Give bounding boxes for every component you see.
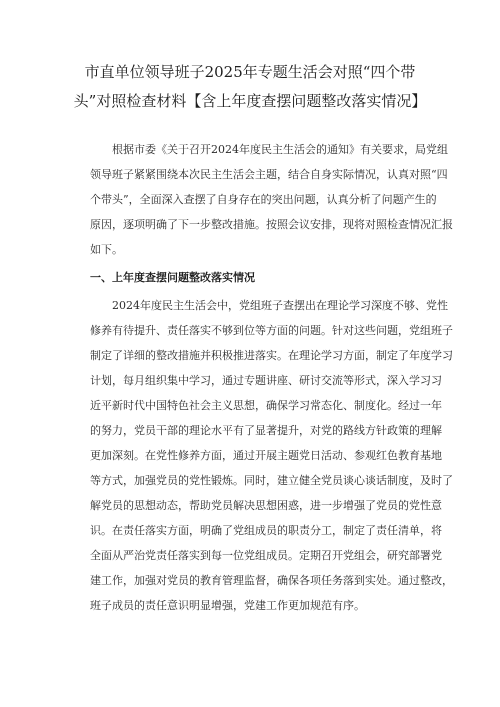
intro-paragraph-line: 如下。 — [90, 243, 123, 256]
document-title-line-2: 头”对照检查材料【含上年度查摆问题整改落实情况】 — [73, 92, 427, 110]
section-1-paragraph-line: 修养有待提升、责任落实不够到位等方面的问题。针对这些问题，党组班子 — [90, 324, 453, 337]
section-1-paragraph-line: 等方式，加强党员的党性锻炼。同时，建立健全党员谈心谈话制度，及时了 — [90, 474, 453, 487]
section-1-paragraph-line: 制定了详细的整改措施并积极推进落实。在理论学习方面，制定了年度学习 — [90, 349, 453, 362]
section-1-paragraph-line: 近平新时代中国特色社会主义思想，确保学习常态化、制度化。经过一年 — [90, 399, 442, 412]
section-1-paragraph-line: 识。在责任落实方面，明确了党组成员的职责分工，制定了责任清单，将 — [90, 524, 442, 537]
section-1-heading: 一、上年度查摆问题整改落实情况 — [90, 271, 255, 284]
intro-paragraph-line: 根据市委《关于召开2024年度民主生活会的通知》有关要求，局党组 — [112, 143, 448, 156]
section-1-paragraph-line: 解党员的思想动态，帮助党员解决思想困惑，进一步增强了党员的党性意 — [90, 499, 442, 512]
document-title-line-1: 市直单位领导班子2025年专题生活会对照“四个带 — [84, 63, 416, 81]
intro-paragraph-line: 原因，逐项明确了下一步整改措施。按照会议安排，现将对照检查情况汇报 — [90, 218, 453, 231]
section-1-paragraph-line: 计划，每月组织集中学习，通过专题讲座、研讨交流等形式，深入学习习 — [90, 374, 442, 387]
section-1-paragraph-line: 全面从严治党责任落实到每一位党组成员。定期召开党组会，研究部署党 — [90, 549, 442, 562]
section-1-paragraph-line: 的努力，党员干部的理论水平有了显著提升，对党的路线方针政策的理解 — [90, 424, 442, 437]
section-1-paragraph-line: 班子成员的责任意识明显增强，党建工作更加规范有序。 — [90, 599, 365, 612]
section-1-paragraph-line: 更加深刻。在党性修养方面，通过开展主题党日活动、参观红色教育基地 — [90, 449, 442, 462]
intro-paragraph-line: 个带头”，全面深入查摆了自身存在的突出问题，认真分析了问题产生的 — [90, 193, 437, 206]
section-1-paragraph-line: 建工作，加强对党员的教育管理监督，确保各项任务落到实处。通过整改， — [90, 574, 453, 587]
intro-paragraph-line: 领导班子紧紧围绕本次民主生活会主题，结合自身实际情况，认真对照“四 — [90, 168, 448, 181]
section-1-paragraph-line: 2024年度民主生活会中，党组班子查摆出在理论学习深度不够、党性 — [112, 299, 448, 312]
